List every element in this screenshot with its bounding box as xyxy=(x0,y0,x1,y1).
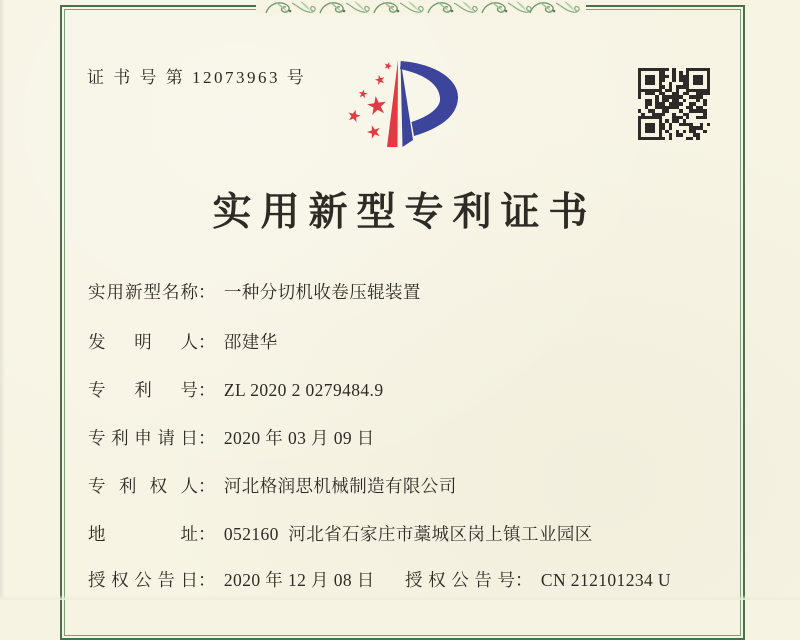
field-label: 发明人 xyxy=(88,332,198,352)
field-label: 实用新型名称 xyxy=(88,282,198,302)
field-value: CN 212101234 U xyxy=(540,570,671,590)
field-value: 河北格润思机械制造有限公司 xyxy=(223,476,457,496)
scan-edge xyxy=(0,0,5,600)
field-colon: ： xyxy=(515,570,533,590)
field-grant-number xyxy=(405,567,671,592)
field-colon: ： xyxy=(198,282,216,302)
field-colon: ： xyxy=(198,380,216,400)
field-value: 052160 河北省石家庄市藁城区岗上镇工业园区 xyxy=(223,524,593,544)
field-colon: ： xyxy=(198,524,216,544)
field-label: 专利申请日 xyxy=(88,428,198,448)
field-colon: ： xyxy=(198,570,216,590)
field-address xyxy=(88,521,593,546)
field-colon: ： xyxy=(198,428,216,448)
field-colon: ： xyxy=(198,476,216,496)
field-label: 专利权人 xyxy=(88,476,198,496)
field-label: 专利号 xyxy=(88,380,198,400)
field-colon: ： xyxy=(198,332,216,352)
field-grant-date xyxy=(88,567,375,592)
field-label: 授权公告日 xyxy=(88,570,198,590)
field-label: 授权公告号 xyxy=(405,570,515,590)
cnipa-patent-logo-icon xyxy=(344,55,466,155)
field-value: ZL 2020 2 0279484.9 xyxy=(223,380,384,400)
certificate-title: 实用新型专利证书 xyxy=(212,191,597,234)
field-inventor xyxy=(88,329,278,354)
foliage-ornament-icon xyxy=(256,0,586,15)
field-patentee xyxy=(88,473,457,498)
field-value: 邵建华 xyxy=(223,332,278,352)
scan-edge xyxy=(0,595,800,600)
field-label: 地址 xyxy=(88,524,198,544)
field-utility-model-name xyxy=(88,279,421,304)
field-value: 2020 年 12 月 08 日 xyxy=(223,570,375,590)
field-value: 一种分切机收卷压辊装置 xyxy=(223,282,421,302)
qr-code xyxy=(638,68,710,140)
field-patent-number xyxy=(88,377,384,402)
field-filing-date xyxy=(88,425,375,450)
certificate-number: 证 书 号 第 12073963 号 xyxy=(87,68,307,87)
field-value: 2020 年 03 月 09 日 xyxy=(223,428,375,448)
